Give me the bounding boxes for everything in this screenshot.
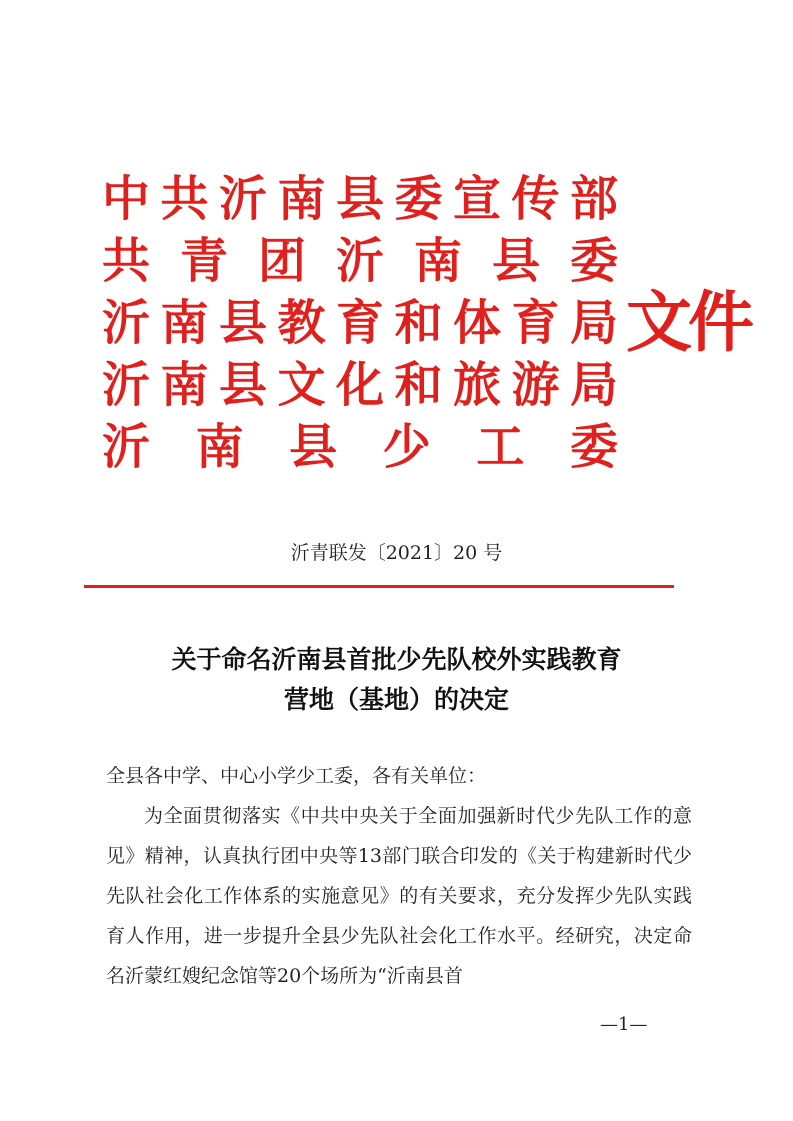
org-line-1 [100,168,620,230]
org-char: 南 [160,295,209,351]
org-char: 委 [569,419,618,475]
org-line-5 [100,416,620,478]
red-divider-line [84,585,674,588]
org-char: 县 [335,171,384,227]
org-char: 化 [335,357,384,413]
org-char: 团 [257,233,306,289]
org-char: 育 [511,295,560,351]
document-body [106,756,692,996]
document-type-label: 文件 [626,283,750,361]
org-char: 南 [195,419,244,475]
org-char: 沂 [335,233,384,289]
org-char: 文 [277,357,326,413]
org-char: 宣 [452,171,501,227]
org-line-4 [100,354,620,416]
org-char: 旅 [452,357,501,413]
org-char: 县 [491,233,540,289]
org-char: 教 [277,295,326,351]
org-char: 中 [101,171,150,227]
org-char: 南 [160,357,209,413]
org-char: 沂 [218,171,267,227]
org-char: 共 [160,171,209,227]
org-char: 沂 [101,419,150,475]
org-char: 青 [179,233,228,289]
org-char: 和 [394,295,443,351]
title-line-2: 营地（基地）的决定 [283,685,509,714]
org-char: 局 [569,357,618,413]
salutation: 全县各中学、中心小学少工委，各有关单位： [106,765,487,787]
document-number: 沂青联发〔2021〕20 号 [290,542,503,564]
org-char: 少 [382,419,431,475]
org-char: 工 [476,419,525,475]
org-char: 和 [394,357,443,413]
org-char: 委 [569,233,618,289]
org-char: 共 [101,233,150,289]
org-char: 局 [569,295,618,351]
title-line-1: 关于命名沂南县首批少先队校外实践教育 [171,645,622,674]
org-char: 育 [335,295,384,351]
org-char: 游 [511,357,560,413]
body-paragraph-1: 为全面贯彻落实《中共中央关于全面加强新时代少先队工作的意见》精神，认真执行团中央等13部门联合印发的《关于构建新时代少先队社会化工作体系的实施意见》的有关要求，充分发挥少先队实践育人作用，进一步提升全县少先队社会化工作水平。经研究，决定命名沂蒙红嫂纪念馆等20个场所为“沂南县首 [106,805,692,987]
red-header-block [100,168,620,478]
org-char: 体 [452,295,501,351]
org-line-3 [100,292,620,354]
org-char: 传 [511,171,560,227]
org-char: 沂 [101,357,150,413]
org-char: 部 [569,171,618,227]
org-char: 沂 [101,295,150,351]
org-char: 南 [277,171,326,227]
org-char: 委 [394,171,443,227]
page-number: —1— [600,1014,648,1035]
org-char: 县 [218,295,267,351]
org-char: 县 [289,419,338,475]
org-char: 县 [218,357,267,413]
org-char: 南 [413,233,462,289]
org-line-2 [100,230,620,292]
document-title [0,640,793,720]
